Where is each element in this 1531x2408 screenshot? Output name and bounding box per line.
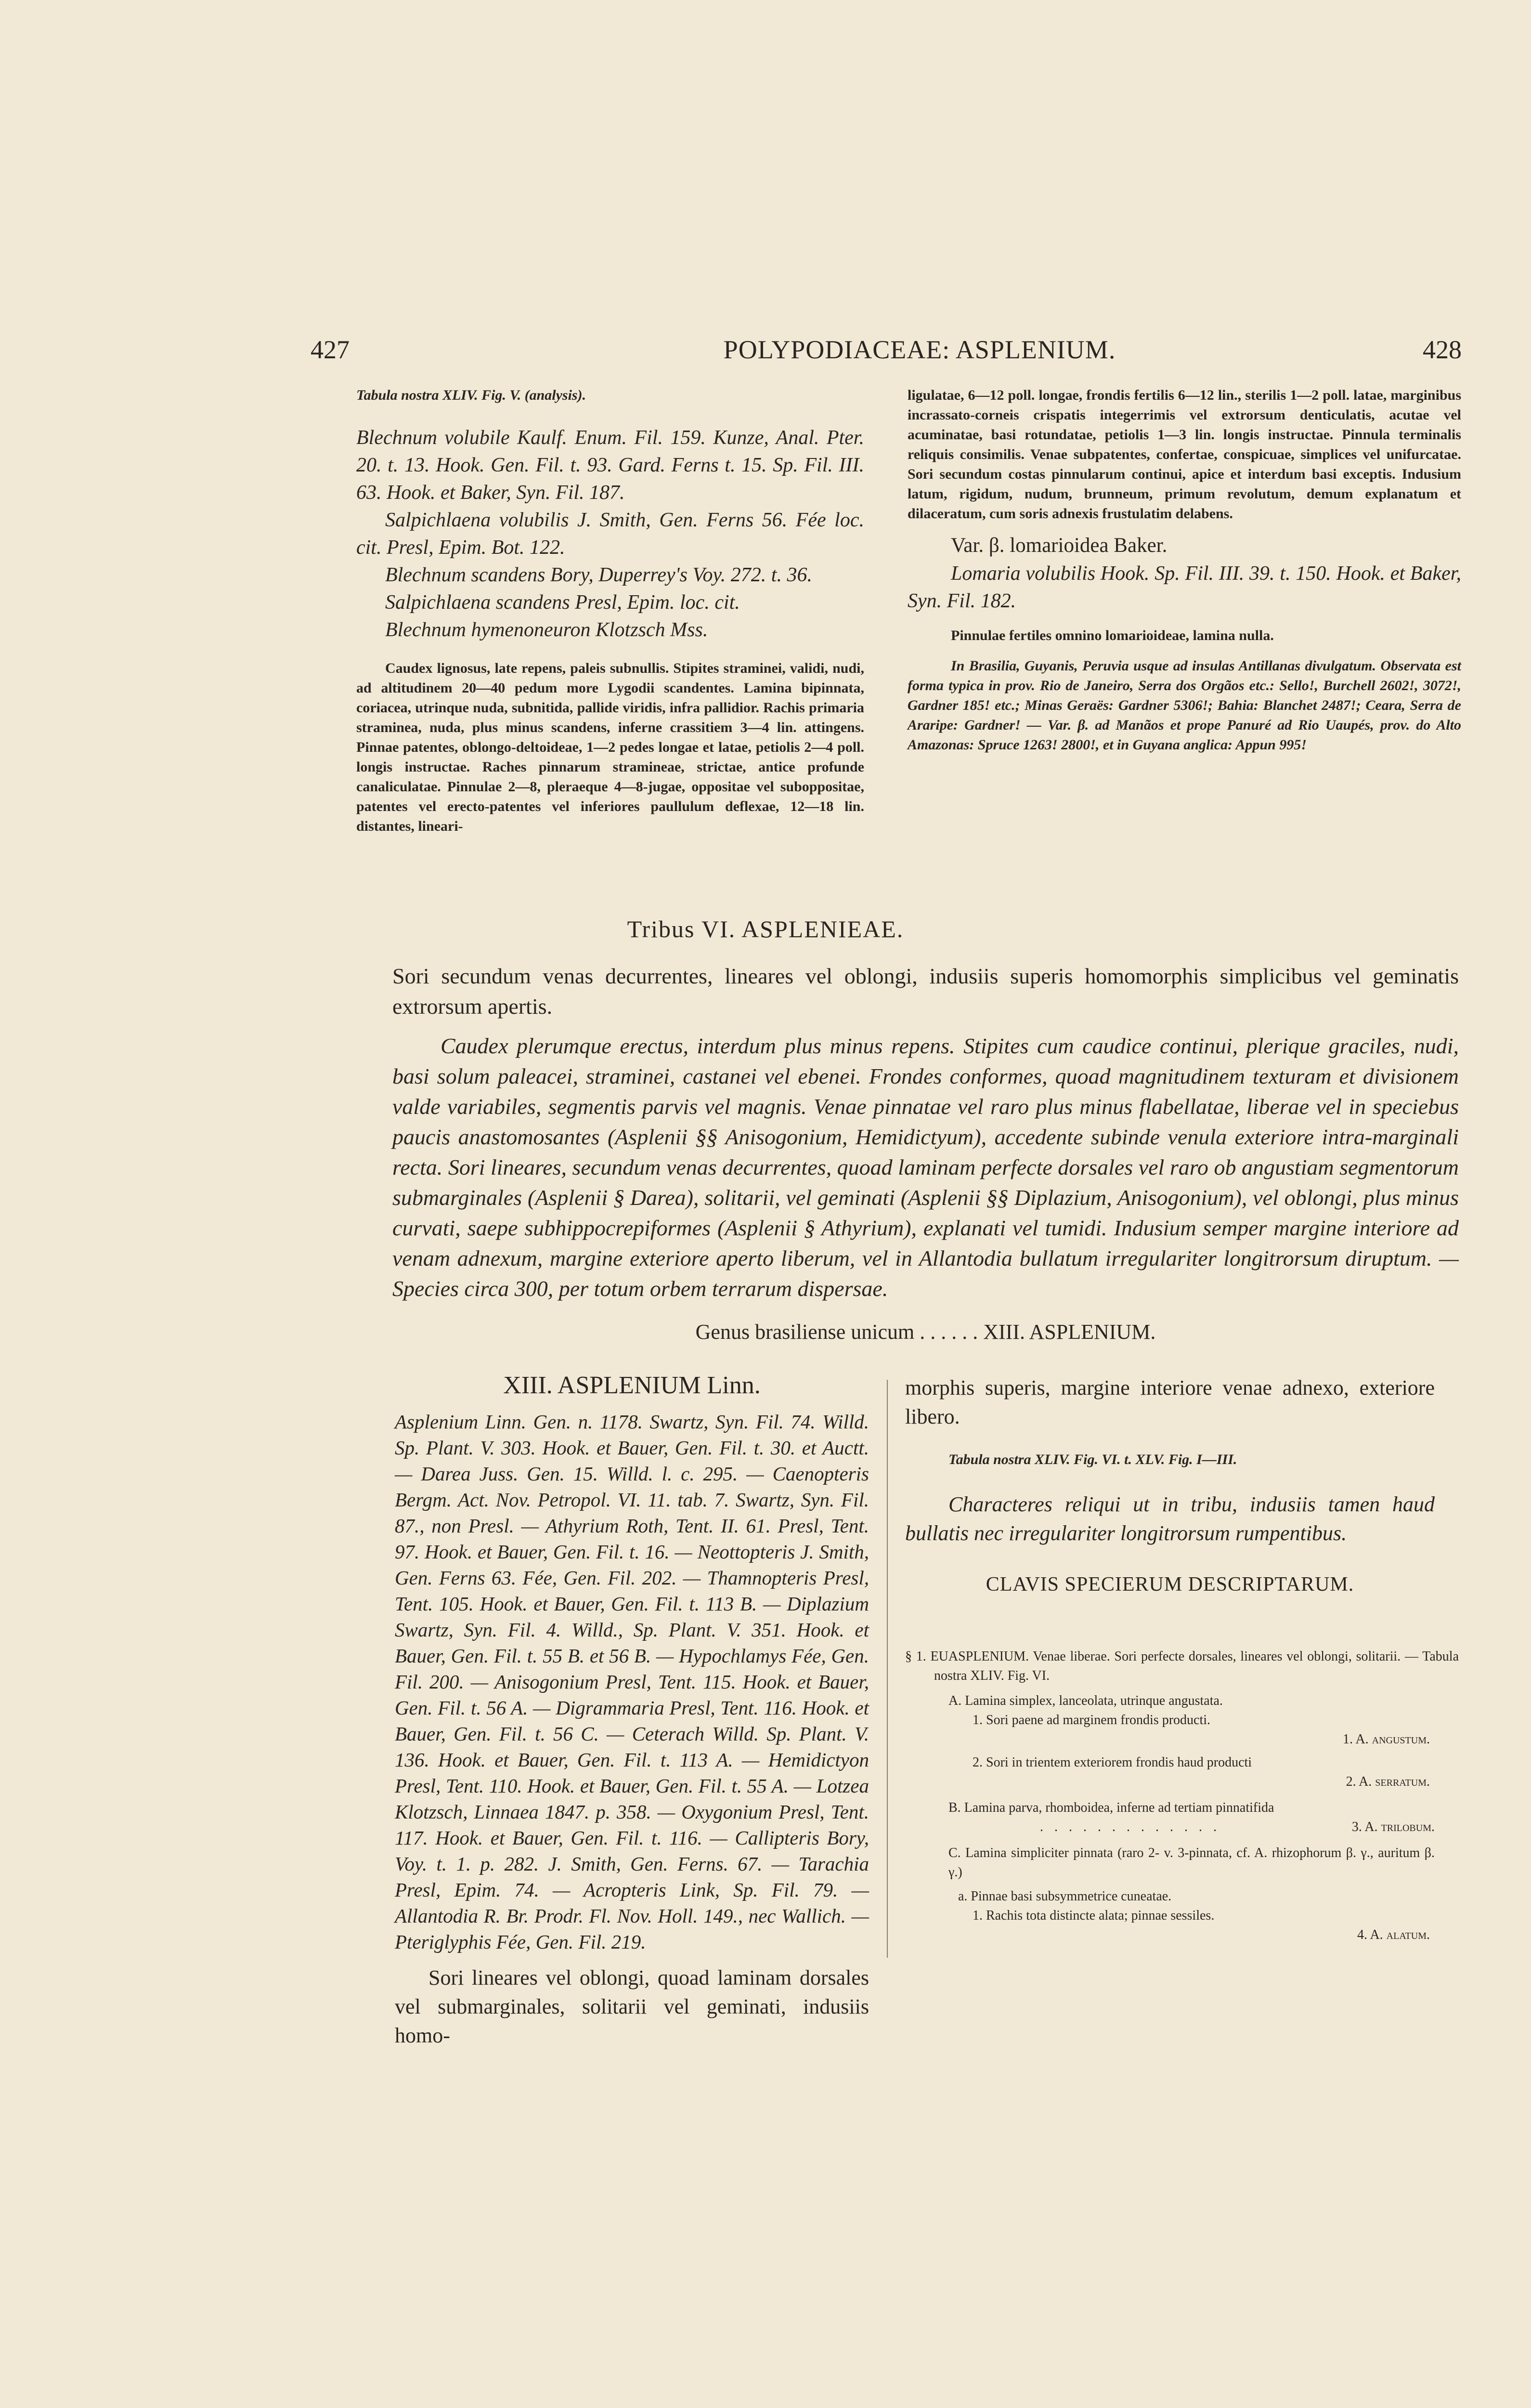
tribus-title: Tribus VI. ASPLENIEAE. <box>627 916 904 942</box>
genus-sori: Sori lineares vel oblongi, quoad laminam dorsales vel submarginales, solitarii vel geminati, indusiis homo- <box>395 1966 869 2047</box>
clavis-k2-result: 2. A. serratum. <box>1346 1774 1430 1789</box>
synonym: Blechnum hymenoneuron Klotzsch Mss. <box>385 619 708 641</box>
genus-right-column <box>905 1374 1435 1598</box>
running-head: POLYPODIACEAE: ASPLENIUM. <box>723 335 1116 364</box>
clavis-k2: 2. Sori in trientem exteriorem frondis haud producti <box>973 1755 1252 1770</box>
clavis-b-result: 3. A. trilobum. <box>1351 1819 1435 1834</box>
genus-title: XIII. ASPLENIUM Linn. <box>503 1372 761 1399</box>
synonym: Blechnum scandens Bory, Duperrey's Voy. 272. t. 36. <box>385 564 812 586</box>
page-number-right: 428 <box>1423 335 1462 364</box>
clavis-title: CLAVIS SPECIERUM DESCRIPTARUM. <box>986 1573 1354 1596</box>
clavis-ca1: 1. Rachis tota distincte alata; pinnae sessiles. <box>973 1908 1215 1923</box>
genus-left-column <box>395 1372 869 2050</box>
clavis-b-dots: . . . . . . . . . . . . . <box>1040 1819 1220 1834</box>
clavis-ca: a. Pinnae basi subsymmetrice cuneatae. <box>958 1889 1172 1904</box>
clavis-section: § 1. EUASPLENIUM. Venae liberae. Sori perfecte dorsales, lineares vel oblongi, solitarii. — Tabula nostra XLIV. Fig. VI. <box>905 1649 1459 1683</box>
synonym: Salpichlaena volubilis J. Smith, Gen. Ferns 56. Fée loc. cit. Presl, Epim. Bot. 122. <box>356 509 864 559</box>
left-column <box>356 385 864 836</box>
clavis-k1: 1. Sori paene ad marginem frondis producti. <box>973 1713 1211 1727</box>
page-number-left: 427 <box>311 335 350 364</box>
variety-synonym: Lomaria volubilis Hook. Sp. Fil. III. 39. t. 150. Hook. et Baker, Syn. Fil. 182. <box>908 563 1461 612</box>
genus-tabula: Tabula nostra XLIV. Fig. VI. t. XLV. Fig. I—III. <box>948 1452 1237 1467</box>
distribution: In Brasilia, Guyanis, Peruvia usque ad insulas Antillanas divulgatum. Observata est forma typica in prov. Rio de Janeiro, Serra dos Orgãos etc.: Sello!, Burchell 2602!, 3072!, Gardner 185! etc.; Minas Geraës: Gardner 5306!; Bahia: Blanchet 2487!; Ceara, Serra de Araripe: Gardner! — Var. β. ad Manãos et prope Panuré ad Rio Uaupés, prov. do Alto Amazonas: Spruce 1263! 2800!, et in Guyana anglica: Appun 995! <box>908 658 1461 753</box>
clavis-k1-result: 1. A. angustum. <box>1342 1732 1430 1747</box>
species-description: Caudex lignosus, late repens, paleis subnullis. Stipites straminei, validi, nudi, ad altitudinem 20—40 pedum more Lygodii scandentes. Lamina bipinnata, coriacea, utrinque nuda, subnitida, pallide viridis, infra pallidior. Rachis primaria straminea, nuda, plus minus scandens, inferne crassitiem 3—4 lin. attingens. Pinnae patentes, oblongo-deltoideae, 1—2 pedes longae et latae, petiolis 2—4 poll. longis instructae. Raches pinnarum stramineae, strictae, antice profunde canaliculatae. Pinnulae 2—8, pleraeque 4—8-jugae, oppositae vel suboppositae, patentes vel erecto-patentes vel inferiores paullulum deflexae, 12—18 lin. distantes, lineari- <box>356 660 864 834</box>
synonym: Salpichlaena scandens Presl, Epim. loc. cit. <box>385 591 740 614</box>
right-column <box>908 385 1461 755</box>
tribus-description <box>392 1031 1459 1304</box>
variety-description: Pinnulae fertiles omnino lomarioideae, lamina nulla. <box>951 628 1274 643</box>
tribus-diagnosis-text: Sori secundum venas decurrentes, lineares vel oblongi, indusiis superis homomorphis simplicibus vel geminatis extrorsum apertis. <box>392 964 1459 1019</box>
tabula-reference: Tabula nostra XLIV. Fig. V. (analysis). <box>356 387 586 403</box>
column-divider <box>887 1380 888 1958</box>
genus-characteres: Characteres reliqui ut in tribu, indusiis tamen haud bullatis nec irregulariter longitrorsum rumpentibus. <box>905 1492 1435 1545</box>
species-description-cont: ligulatae, 6—12 poll. longae, frondis fertilis 6—12 lin., sterilis 1—2 poll. latae, marginibus incrassato-corneis crispatis integerrimis vel extrorsum denticulatis, acutae vel acuminatae, basi rotundatae, petiolis 1—3 lin. longis instructae. Pinnula terminalis reliquis consimilis. Venae subpatentes, confertae, conspicuae, simplices vel unifurcatae. Sori secundum costas pinnularum continui, apice et interdum basi exceptis. Indusium latum, rigidum, nudum, brunneum, primum revolutum, demum explanatum et dilaceratum, cum soris adnexis frustulatim delabens. <box>908 387 1461 522</box>
genus-synonymy: Asplenium Linn. Gen. n. 1178. Swartz, Syn. Fil. 74. Willd. Sp. Plant. V. 303. Hook. et Bauer, Gen. Fil. t. 30. et Auctt. — Darea Juss. Gen. 15. Willd. l. c. 295. — Caenopteris Bergm. Act. Nov. Petropol. VI. 11. tab. 7. Swartz, Syn. Fil. 87., non Presl. — Athyrium Roth, Tent. II. 61. Presl, Tent. 97. Hook. et Bauer, Gen. Fil. t. 16. — Neottopteris J. Smith, Gen. Ferns 63. Fée, Gen. Fil. 202. — Thamnopteris Presl, Tent. 105. Hook. et Bauer, Gen. Fil. t. 113 B. — Diplazium Swartz, Syn. Fil. 4. Willd., Sp. Plant. V. 351. Hook. et Bauer, Gen. Fil. t. 55 B. et 56 B. — Hypochlamys Fée, Gen. Fil. 200. — Anisogonium Presl, Tent. 115. Hook. et Bauer, Gen. Fil. t. 56 A. — Digrammaria Presl, Tent. 116. Hook. et Bauer, Gen. Fil. t. 56 C. — Ceterach Willd. Sp. Plant. V. 136. Hook. et Bauer, Gen. Fil. t. 113 A. — Hemidictyon Presl, Tent. 110. Hook. et Bauer, Gen. Fil. t. 55 A. — Lotzea Klotzsch, Linnaea 1847. p. 358. — Oxygonium Presl, Tent. 117. Hook. et Bauer, Gen. Fil. t. 116. — Callipteris Bory, Voy. t. 1. p. 282. J. Smith, Gen. Ferns. 67. — Tarachia Presl, Epim. 74. — Acropteris Link, Sp. Fil. 79. — Allantodia R. Br. Prodr. Fl. Nov. Holl. 149., nec Wallich. — Pteriglyphis Fée, Gen. Fil. 219. <box>395 1411 869 1953</box>
variety-title: Var. β. lomarioidea Baker. <box>951 534 1168 557</box>
synonym: Blechnum volubile Kaulf. Enum. Fil. 159. Kunze, Anal. Pter. 20. t. 13. Hook. Gen. Fil. t. 93. Gard. Ferns t. 15. Sp. Fil. III. 63. Hook. et Baker, Syn. Fil. 187. <box>356 427 864 504</box>
genus-list-line: Genus brasiliense unicum . . . . . . XIII. ASPLENIUM. <box>695 1320 1156 1344</box>
clavis-ca1-result: 4. A. alatum. <box>1357 1927 1430 1942</box>
clavis-key <box>905 1647 1459 1945</box>
clavis-b: B. Lamina parva, rhomboidea, inferne ad tertiam pinnatifida <box>948 1800 1274 1815</box>
tribus-description-text: Caudex plerumque erectus, interdum plus minus repens. Stipites cum caudice continui, plerique graciles, nudi, basi solum paleacei, straminei, castanei vel ebenei. Frondes conformes, quoad magnitudinem texturam et divisionem valde variabiles, segmentis parvis vel magnis. Venae pinnatae vel raro plus minus flabellatae, liberae vel in speciebus paucis anastomosantes (Asplenii §§ Anisogonium, Hemidictyum), accedente subinde venula exteriore intra-marginali recta. Sori lineares, secundum venas decurrentes, quoad laminam perfecte dorsales vel raro ob angustiam segmentorum submarginales (Asplenii § Darea), solitarii, vel geminati (Asplenii §§ Diplazium, Anisogonium), vel oblongi, plus minus curvati, saepe subhippocrepiformes (Asplenii § Athyrium), explanati vel tumidi. Indusium semper margine interiore ad venam adnexum, margine exteriore aperto liberum, vel in Allantodia bullatum irregulariter longitrorsum diruptum. — Species circa 300, per totum orbem terrarum dispersae. <box>392 1034 1459 1301</box>
tribus-diagnosis <box>392 961 1459 1021</box>
clavis-a: A. Lamina simplex, lanceolata, utrinque angustata. <box>948 1693 1223 1708</box>
genus-sori-cont: morphis superis, margine interiore venae adnexo, exteriore libero. <box>905 1376 1435 1428</box>
clavis-c: C. Lamina simpliciter pinnata (raro 2- v. 3-pinnata, cf. A. rhizophorum β. γ., auritum β. γ.) <box>948 1845 1435 1880</box>
